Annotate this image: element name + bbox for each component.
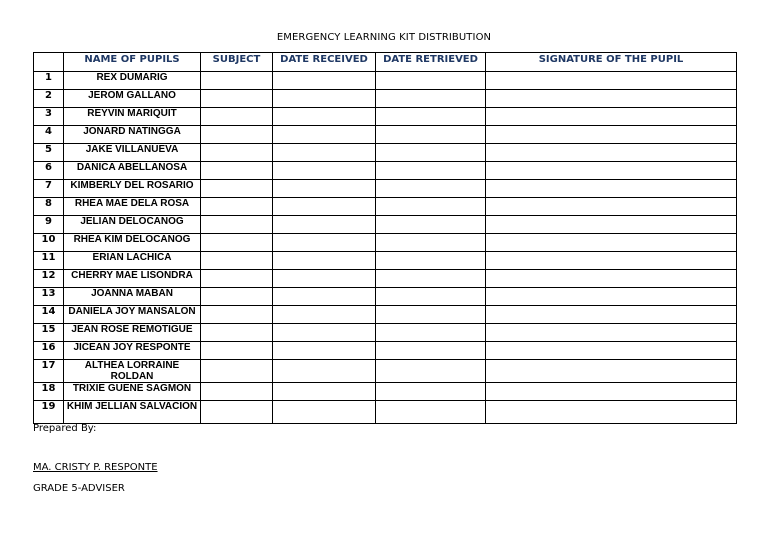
- pupil-name: JEAN ROSE REMOTIGUE: [64, 324, 201, 342]
- pupil-name: ALTHEA LORRAINE ROLDAN: [64, 360, 201, 383]
- pupil-name: REYVIN MARIQUIT: [64, 108, 201, 126]
- table-row: [34, 216, 737, 234]
- date-retrieved-cell: [376, 216, 486, 234]
- signer-name: MA. CRISTY P. RESPONTE: [33, 462, 158, 473]
- row-number: 11: [34, 252, 64, 270]
- pupil-name: DANIELA JOY MANSALON: [64, 306, 201, 324]
- date-received-cell: [273, 288, 376, 306]
- signature-cell: [486, 252, 737, 270]
- pupil-name: JOANNA MABAN: [64, 288, 201, 306]
- date-retrieved-cell: [376, 162, 486, 180]
- row-number: 16: [34, 342, 64, 360]
- date-received-cell: [273, 342, 376, 360]
- header-signature: SIGNATURE OF THE PUPIL: [486, 53, 737, 72]
- signature-cell: [486, 72, 737, 90]
- date-retrieved-cell: [376, 360, 486, 383]
- pupil-name: JELIAN DELOCANOG: [64, 216, 201, 234]
- subject-cell: [201, 108, 273, 126]
- pupil-name: KHIM JELLIAN SALVACION: [64, 401, 201, 424]
- prepared-by-label: Prepared By:: [33, 423, 97, 434]
- date-received-cell: [273, 216, 376, 234]
- subject-cell: [201, 90, 273, 108]
- subject-cell: [201, 401, 273, 424]
- row-number: 4: [34, 126, 64, 144]
- table-row: [34, 144, 737, 162]
- date-received-cell: [273, 383, 376, 401]
- table-row: [34, 252, 737, 270]
- row-number: 7: [34, 180, 64, 198]
- date-received-cell: [273, 252, 376, 270]
- signature-cell: [486, 180, 737, 198]
- date-received-cell: [273, 144, 376, 162]
- signature-cell: [486, 90, 737, 108]
- row-number: 19: [34, 401, 64, 424]
- pupil-name: CHERRY MAE LISONDRA: [64, 270, 201, 288]
- date-retrieved-cell: [376, 198, 486, 216]
- document-title: EMERGENCY LEARNING KIT DISTRIBUTION: [276, 32, 492, 43]
- subject-cell: [201, 198, 273, 216]
- date-retrieved-cell: [376, 180, 486, 198]
- table-row: [34, 72, 737, 90]
- table-row: [34, 288, 737, 306]
- table-row: [34, 198, 737, 216]
- subject-cell: [201, 216, 273, 234]
- subject-cell: [201, 288, 273, 306]
- date-received-cell: [273, 108, 376, 126]
- table-row: [34, 324, 737, 342]
- row-number: 6: [34, 162, 64, 180]
- signature-cell: [486, 383, 737, 401]
- date-received-cell: [273, 162, 376, 180]
- pupil-name: RHEA MAE DELA ROSA: [64, 198, 201, 216]
- table-row: [34, 401, 737, 424]
- table-row: [34, 180, 737, 198]
- distribution-table: [33, 52, 737, 424]
- date-retrieved-cell: [376, 126, 486, 144]
- signature-cell: [486, 108, 737, 126]
- table-row: [34, 306, 737, 324]
- table-row: [34, 90, 737, 108]
- date-retrieved-cell: [376, 306, 486, 324]
- date-received-cell: [273, 180, 376, 198]
- date-received-cell: [273, 401, 376, 424]
- header-name: NAME OF PUPILS: [64, 53, 201, 72]
- pupil-name: ERIAN LACHICA: [64, 252, 201, 270]
- row-number: 12: [34, 270, 64, 288]
- pupil-name: JONARD NATINGGA: [64, 126, 201, 144]
- subject-cell: [201, 162, 273, 180]
- signature-cell: [486, 162, 737, 180]
- signature-cell: [486, 234, 737, 252]
- pupil-name: KIMBERLY DEL ROSARIO: [64, 180, 201, 198]
- date-retrieved-cell: [376, 270, 486, 288]
- row-number: 8: [34, 198, 64, 216]
- header-number: [34, 53, 64, 72]
- row-number: 18: [34, 383, 64, 401]
- date-retrieved-cell: [376, 252, 486, 270]
- signature-cell: [486, 360, 737, 383]
- table-row: [34, 162, 737, 180]
- date-received-cell: [273, 360, 376, 383]
- row-number: 5: [34, 144, 64, 162]
- row-number: 14: [34, 306, 64, 324]
- signer-role: GRADE 5-ADVISER: [33, 483, 125, 494]
- row-number: 1: [34, 72, 64, 90]
- date-received-cell: [273, 72, 376, 90]
- date-retrieved-cell: [376, 342, 486, 360]
- pupil-name: REX DUMARIG: [64, 72, 201, 90]
- date-retrieved-cell: [376, 108, 486, 126]
- signature-cell: [486, 198, 737, 216]
- subject-cell: [201, 72, 273, 90]
- pupil-name: RHEA KIM DELOCANOG: [64, 234, 201, 252]
- table-row: [34, 126, 737, 144]
- signature-cell: [486, 401, 737, 424]
- row-number: 17: [34, 360, 64, 383]
- table-row: [34, 108, 737, 126]
- date-retrieved-cell: [376, 234, 486, 252]
- date-received-cell: [273, 324, 376, 342]
- date-retrieved-cell: [376, 383, 486, 401]
- date-received-cell: [273, 270, 376, 288]
- row-number: 3: [34, 108, 64, 126]
- subject-cell: [201, 342, 273, 360]
- signature-cell: [486, 324, 737, 342]
- signature-cell: [486, 216, 737, 234]
- subject-cell: [201, 234, 273, 252]
- table-row: [34, 270, 737, 288]
- subject-cell: [201, 360, 273, 383]
- date-retrieved-cell: [376, 324, 486, 342]
- date-retrieved-cell: [376, 72, 486, 90]
- date-retrieved-cell: [376, 90, 486, 108]
- subject-cell: [201, 324, 273, 342]
- subject-cell: [201, 252, 273, 270]
- subject-cell: [201, 270, 273, 288]
- row-number: 2: [34, 90, 64, 108]
- signature-cell: [486, 144, 737, 162]
- pupil-name: JICEAN JOY RESPONTE: [64, 342, 201, 360]
- date-received-cell: [273, 90, 376, 108]
- signature-cell: [486, 342, 737, 360]
- date-received-cell: [273, 198, 376, 216]
- row-number: 15: [34, 324, 64, 342]
- date-received-cell: [273, 306, 376, 324]
- subject-cell: [201, 126, 273, 144]
- pupil-name: JAKE VILLANUEVA: [64, 144, 201, 162]
- signature-cell: [486, 270, 737, 288]
- signature-cell: [486, 306, 737, 324]
- date-received-cell: [273, 126, 376, 144]
- row-number: 13: [34, 288, 64, 306]
- header-date-received: DATE RECEIVED: [273, 53, 376, 72]
- date-retrieved-cell: [376, 288, 486, 306]
- pupil-name: DANICA ABELLANOSA: [64, 162, 201, 180]
- date-retrieved-cell: [376, 401, 486, 424]
- table-row: [34, 360, 737, 383]
- table-header-row: [34, 53, 737, 72]
- row-number: 10: [34, 234, 64, 252]
- signature-cell: [486, 288, 737, 306]
- signature-cell: [486, 126, 737, 144]
- pupil-name: TRIXIE GUENE SAGMON: [64, 383, 201, 401]
- date-retrieved-cell: [376, 144, 486, 162]
- subject-cell: [201, 144, 273, 162]
- header-subject: SUBJECT: [201, 53, 273, 72]
- table-row: [34, 383, 737, 401]
- header-date-retrieved: DATE RETRIEVED: [376, 53, 486, 72]
- row-number: 9: [34, 216, 64, 234]
- subject-cell: [201, 180, 273, 198]
- subject-cell: [201, 383, 273, 401]
- pupil-name: JEROM GALLANO: [64, 90, 201, 108]
- date-received-cell: [273, 234, 376, 252]
- subject-cell: [201, 306, 273, 324]
- table-row: [34, 234, 737, 252]
- table-row: [34, 342, 737, 360]
